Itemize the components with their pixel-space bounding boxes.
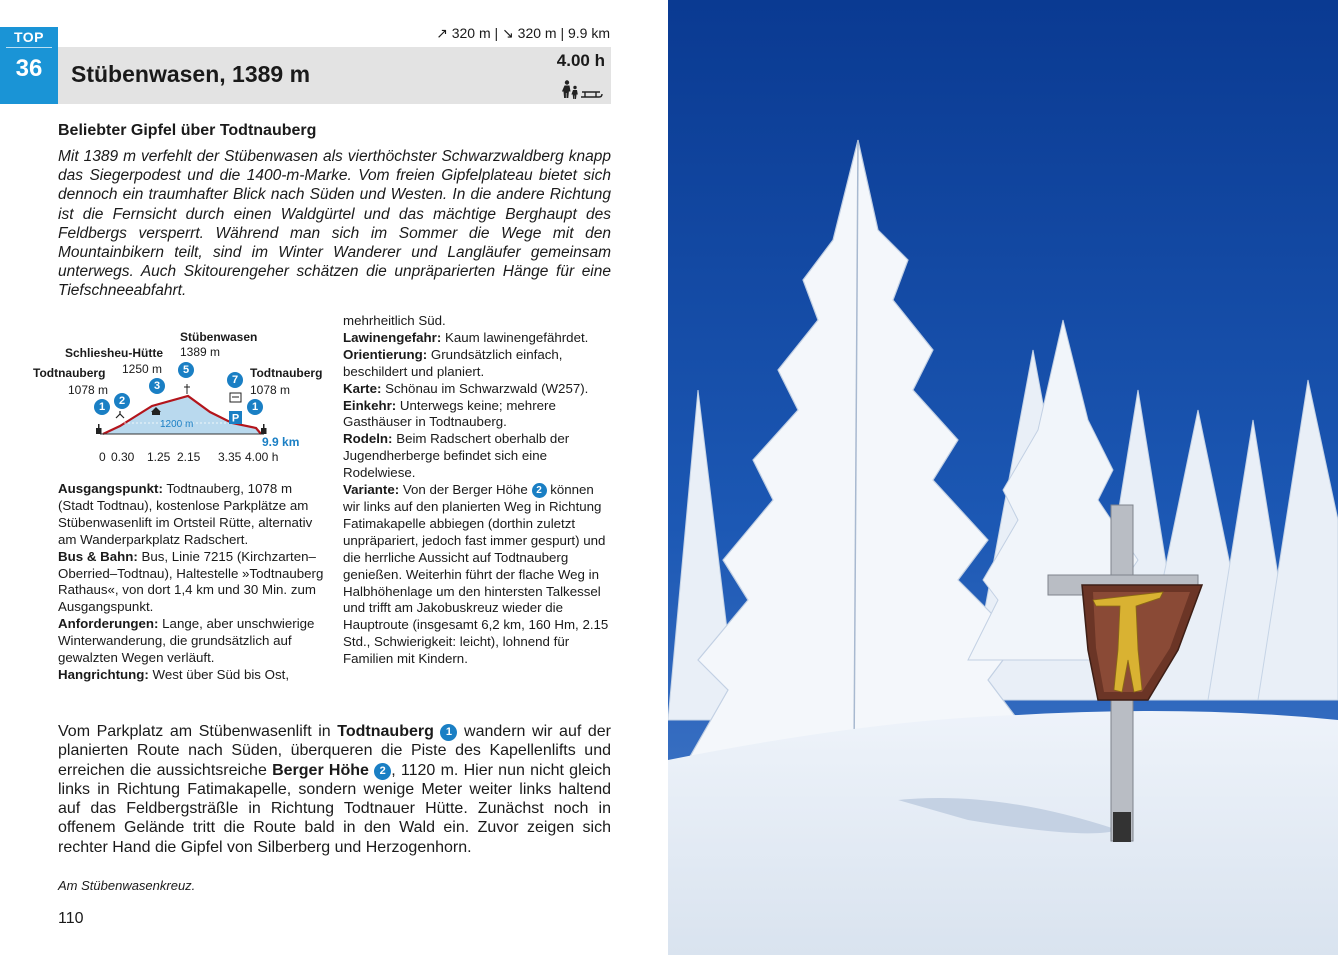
photo-caption: Am Stübenwasenkreuz.: [58, 878, 196, 893]
time-tick: 4.00 h: [245, 450, 279, 464]
fact-label: Orientierung:: [343, 346, 428, 362]
waypoint-3: 3: [149, 378, 165, 394]
fact-text: Beim Radschert oberhalb der Jugendherberge befindet sich eine Rodelwiese.: [343, 431, 570, 481]
snow-field: [668, 711, 1338, 955]
waypoint-1-start: 1: [94, 399, 110, 415]
label-stuebenwasen: Stübenwasen: [180, 330, 258, 344]
time-tick: 3.35: [218, 450, 242, 464]
fact-label: Lawinengefahr:: [343, 329, 442, 345]
viewpoint-icon: [116, 411, 124, 418]
body-text-segment: Vom Parkplatz am Stübenwasenlift in: [58, 723, 338, 740]
waypoint-1-end: 1: [247, 399, 263, 415]
fact-text: Grundsätzlich einfach, beschildert und planiert.: [343, 346, 563, 379]
fact-label: Hangrichtung:: [58, 666, 149, 682]
fact-text: Unterwegs keine; mehrere Gasthäuser in Todtnauberg.: [343, 397, 556, 430]
facts-right-column: [343, 313, 613, 668]
fact-text: können wir links auf den planierten Weg in Richtung Fatimakapelle abbiegen (dorthin zuletzt unpräpariert, jedoch fast immer gespurt) und die herrliche Aussicht auf Todtnauberg genießen. Weiterhin führt der flache Weg in Halbhöhenlage um den hintersten Talkessel und trifft am Jakobuskreuz wieder die Hauptroute (insgesamt 6,2 km, 160 Hm, 2.15 Std., Schwierigkeit: leicht), lohnend für Familien mit Kindern.: [343, 482, 609, 667]
label-schliesheu-alt: 1250 m: [122, 362, 163, 376]
body-text-segment: , 1120 m. Hier nun nicht gleich links in Richtung Fatimakapelle, sondern wenige Meter weiter links haltend auf das Feldbergsträßle in Richtung Todtnauer Hütte. Zunächst noch in offenem Gelände tritt die Route bald in den Wald ein. Zuvor zeigen sich rechter Hand die Gipfel von Silberberg und Herzogenhorn.: [58, 761, 611, 856]
tour-stats: ↗ 320 m | ↘ 320 m | 9.9 km: [436, 25, 610, 41]
title-band: [58, 47, 611, 104]
label-total-distance: 9.9 km: [262, 435, 300, 449]
elevation-profile: [30, 326, 335, 468]
label-todtnauberg-end: Todtnauberg: [250, 366, 323, 380]
waypoint-marker: 2: [532, 483, 547, 498]
label-stuebenwasen-alt: 1389 m: [180, 345, 221, 359]
sled-icon: [581, 92, 602, 97]
label-todtnauberg-start: Todtnauberg: [33, 366, 106, 380]
fact-variante: [343, 482, 613, 668]
fact-label: Ausgangspunkt:: [58, 481, 163, 496]
fact-label: Karte:: [343, 380, 382, 396]
fact-orientierung: [343, 347, 613, 381]
place-name: Berger Höhe: [272, 761, 369, 779]
label-todtnauberg-start-alt: 1078 m: [68, 383, 109, 397]
church-icon: [96, 424, 102, 434]
fact-text: Todtnauberg, 1078 m (Stadt Todtnau), kostenlose Parkplätze am Stübenwasenlift im Ortsteil Rütte, alternativ am Wanderparkplatz Radschert.: [58, 481, 313, 547]
tour-number: 36: [15, 55, 43, 82]
route-description: [58, 722, 611, 857]
fact-label: Einkehr:: [343, 397, 397, 413]
fact-text: Lange, aber unschwierige Winterwanderung, die grundsätzlich auf gewalzten Wegen verläuft.: [58, 616, 315, 666]
winter-photo: [668, 0, 1338, 955]
page-number: 110: [58, 910, 84, 927]
fact-einkehr: [343, 398, 613, 432]
church-icon: [261, 424, 267, 434]
fact-hangrichtung-continued: mehrheitlich Süd.: [343, 313, 446, 328]
top-badge-divider: [6, 47, 52, 48]
left-page: [0, 0, 668, 955]
fact-text: Bus, Linie 7215 (Kirchzarten–Oberried–Todtnau), Haltestelle »Todtnauberg Rathaus«, von dort 1,4 km und 30 Min. zum Ausgangspunkt.: [58, 548, 324, 615]
time-tick: 0: [99, 450, 106, 464]
fact-rodeln: [343, 431, 613, 482]
waypoint-2: 2: [114, 393, 130, 409]
top-label: TOP: [13, 29, 45, 45]
fact-label: Anforderungen:: [58, 616, 159, 632]
label-schliesheu: Schliesheu-Hütte: [65, 346, 164, 360]
time-tick: 2.15: [177, 450, 201, 464]
facts-left-column: [58, 481, 330, 684]
tour-icons: [561, 79, 607, 101]
body-text-segment: wandern wir auf der planierten Route nach Süden, überqueren die Piste des Kapellenlifts und erreichen die aussichtsreiche: [58, 723, 611, 779]
tour-duration: 4.00 h: [556, 51, 605, 70]
time-tick: 1.25: [147, 450, 171, 464]
parking-icon: P: [231, 412, 240, 425]
waypoint-5: 5: [178, 362, 194, 378]
fact-ausgangspunkt: [58, 481, 330, 549]
place-name: Todtnauberg: [337, 723, 434, 740]
fact-label: Variante:: [343, 482, 400, 498]
tour-subtitle: Beliebter Gipfel über Todtnauberg: [58, 122, 317, 139]
time-tick: 0.30: [111, 450, 135, 464]
fact-bus-bahn: [58, 549, 330, 617]
fact-anforderungen: [58, 616, 330, 667]
waypoint-7: 7: [227, 372, 243, 388]
fact-text: Schönau im Schwarzwald (W257).: [381, 380, 589, 396]
fact-lawinengefahr: [343, 330, 613, 347]
intro-paragraph: Mit 1389 m verfehlt der Stübenwasen als vierthöchster Schwarzwaldberg knapp das Siegerpodest und die 1400-m-Marke. Vom freien Gipfelplateau bietet sich dennoch ein traumhafter Blick nach Süden und Westen. In die andere Richtung ist die Fernsicht durch einen Waldgürtel und das mächtige Berghaupt des Feldbergs versperrt. Während man sich im Sommer die Wege mit den Mountainbikern teilt, sind im Winter Wanderer und Langläufer gemeinsam unterwegs. Auch Skitourengeher schätzen die unpräparierten Hänge für eine Tiefschneeabfahrt.: [58, 148, 611, 300]
fact-text: Kaum lawinengefährdet.: [441, 329, 589, 345]
hiker-child-icon: [562, 80, 578, 99]
fact-text: West über Süd bis Ost,: [148, 666, 290, 682]
waypoint-marker: 1: [440, 724, 457, 741]
fact-karte: [343, 381, 613, 398]
fact-label: Bus & Bahn:: [58, 548, 138, 564]
fact-text: Von der Berger Höhe: [399, 482, 532, 498]
fact-hangrichtung: [58, 667, 330, 684]
label-todtnauberg-end-alt: 1078 m: [250, 383, 291, 397]
top-tour-badge: [0, 27, 58, 104]
fact-label: Rodeln:: [343, 431, 393, 447]
label-1200m: 1200 m: [160, 419, 194, 430]
tour-title: Stübenwasen, 1389 m: [71, 61, 311, 87]
waypoint-marker: 2: [374, 763, 391, 780]
